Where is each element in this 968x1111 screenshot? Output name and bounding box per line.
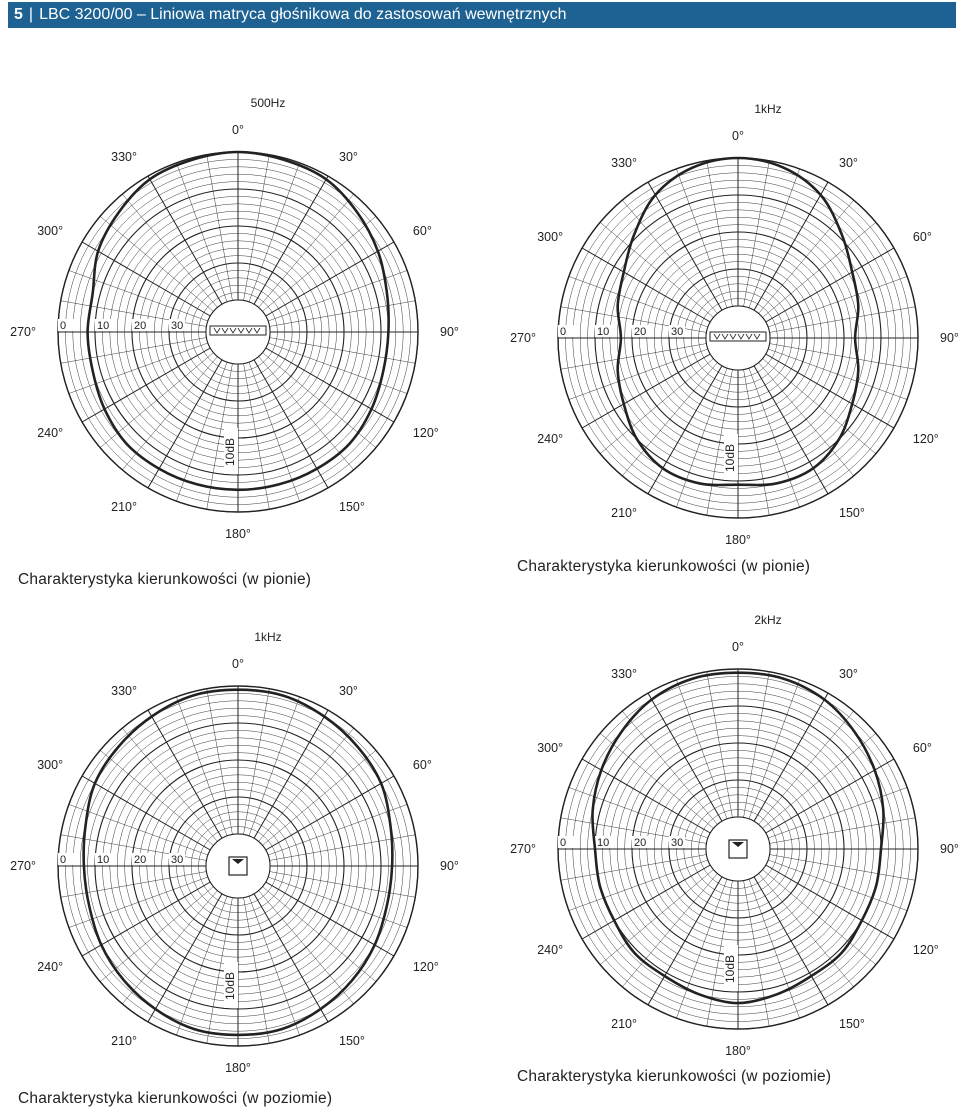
radial-tick-label: 10: [97, 320, 110, 332]
grid-spoke-minor: [263, 750, 376, 845]
scale-label: 10dB: [723, 443, 737, 473]
grid-spoke-major: [582, 248, 710, 322]
grid-spoke-major: [648, 693, 722, 821]
grid-spoke-major: [648, 877, 722, 1005]
angle-label: 180°: [725, 533, 751, 547]
angle-label: 300°: [37, 758, 64, 772]
angle-label: 30°: [339, 684, 358, 699]
angle-label: 150°: [339, 1033, 365, 1048]
grid-spoke-major: [148, 710, 222, 838]
grid-spoke-minor: [100, 750, 213, 845]
angle-label: 90°: [440, 325, 459, 339]
grid-spoke-minor: [122, 891, 217, 1004]
chart-title: 1kHz: [754, 102, 782, 116]
angle-label: 30°: [839, 667, 858, 682]
angle-label: 270°: [510, 331, 536, 345]
grid-spoke-minor: [744, 881, 770, 1027]
grid-spoke-minor: [759, 363, 854, 476]
grid-spoke-minor: [707, 161, 733, 307]
grid-spoke-minor: [270, 338, 416, 364]
angle-label: 240°: [537, 432, 564, 446]
chart-caption: Charakterystyka kierunkowości (w poziomie): [517, 1068, 832, 1085]
angle-label: 330°: [111, 684, 137, 699]
polar-chart-1khz-vertical: [510, 98, 959, 553]
grid-spoke-minor: [600, 733, 713, 828]
radial-tick-label: 30: [671, 326, 684, 338]
grid-spoke-major: [766, 865, 894, 939]
polar-chart-500hz-vertical: [10, 92, 459, 547]
angle-label: 180°: [225, 527, 251, 541]
angle-label: 330°: [611, 156, 637, 171]
grid-spoke-minor: [561, 344, 707, 370]
chart-title: 500Hz: [250, 96, 286, 110]
grid-spoke-minor: [259, 891, 354, 1004]
page-number: 5: [14, 6, 23, 23]
grid-spoke-minor: [622, 363, 717, 476]
radial-tick-label: 20: [634, 837, 647, 849]
angle-label: 180°: [225, 1061, 251, 1075]
grid-spoke-minor: [770, 307, 916, 333]
grid-spoke-major: [254, 894, 328, 1022]
grid-spoke-major: [754, 693, 828, 821]
radial-tick-label: 0: [560, 837, 567, 849]
angle-label: 30°: [339, 150, 358, 165]
grid-spoke-minor: [61, 872, 207, 898]
scale-label: 10dB: [223, 971, 237, 1001]
chart-caption: Charakterystyka kierunkowości (w pionie): [517, 558, 811, 575]
grid-spoke-minor: [770, 855, 916, 881]
angle-label: 0°: [232, 657, 244, 671]
radial-tick-label: 0: [60, 320, 67, 332]
page-title: LBC 3200/00 – Liniowa matryca głośnikowa do zastosowań wewnętrznych: [39, 6, 567, 23]
angle-label: 60°: [412, 758, 432, 772]
chart-caption: Charakterystyka kierunkowości (w pionie): [18, 571, 312, 588]
grid-spoke-minor: [259, 728, 354, 841]
angle-label: 210°: [611, 505, 637, 520]
grid-spoke-minor: [622, 711, 717, 824]
angle-label: 90°: [440, 859, 459, 873]
chart-title: 1kHz: [254, 630, 282, 644]
radial-tick-label: 20: [634, 326, 647, 338]
grid-spoke-major: [82, 776, 210, 850]
angle-label: 330°: [111, 150, 137, 165]
radial-tick-label: 30: [171, 320, 184, 332]
radial-tick-label: 10: [97, 854, 110, 866]
angle-label: 330°: [611, 667, 637, 682]
grid-spoke-minor: [622, 200, 717, 313]
grid-spoke-major: [582, 354, 710, 428]
grid-spoke-major: [648, 182, 722, 310]
grid-spoke-minor: [61, 338, 207, 364]
scale-label: 10dB: [223, 437, 237, 467]
grid-spoke-major: [754, 877, 828, 1005]
chart-title: 2kHz: [754, 613, 782, 627]
polar-chart-1khz-horizontal: [10, 626, 459, 1081]
grid-spoke-minor: [270, 301, 416, 327]
grid-spoke-major: [766, 354, 894, 428]
grid-spoke-minor: [763, 870, 876, 965]
angle-label: 120°: [912, 943, 939, 957]
grid-spoke-minor: [759, 200, 854, 313]
radial-tick-label: 20: [134, 854, 147, 866]
grid-spoke-minor: [207, 155, 233, 301]
angle-label: 0°: [732, 129, 744, 143]
angle-label: 90°: [940, 331, 959, 345]
grid-spoke-minor: [122, 194, 217, 307]
radial-tick-label: 30: [171, 854, 184, 866]
angle-label: 270°: [10, 325, 36, 339]
grid-spoke-minor: [263, 216, 376, 311]
radial-tick-label: 30: [671, 837, 684, 849]
polar-plot-svg: [10, 626, 459, 1075]
angle-label: 0°: [232, 123, 244, 137]
angle-label: 270°: [510, 842, 536, 856]
radial-tick-label: 20: [134, 320, 147, 332]
grid-spoke-major: [148, 176, 222, 304]
angle-label: 150°: [839, 505, 865, 520]
grid-spoke-minor: [759, 874, 854, 987]
grid-spoke-major: [254, 176, 328, 304]
angle-label: 300°: [537, 230, 564, 244]
grid-spoke-major: [266, 776, 394, 850]
grid-spoke-minor: [270, 872, 416, 898]
radial-tick-label: 10: [597, 326, 610, 338]
grid-spoke-major: [266, 348, 394, 422]
grid-spoke-minor: [244, 689, 270, 835]
grid-spoke-major: [754, 366, 828, 494]
angle-label: 60°: [912, 741, 932, 755]
grid-spoke-minor: [259, 194, 354, 307]
angle-label: 300°: [537, 741, 564, 755]
angle-label: 60°: [412, 224, 432, 238]
grid-spoke-minor: [744, 370, 770, 516]
polar-plot-svg: [10, 92, 459, 541]
angle-label: 150°: [339, 499, 365, 514]
angle-label: 90°: [940, 842, 959, 856]
angle-label: 210°: [111, 499, 137, 514]
polar-plot-svg: [510, 609, 959, 1058]
angle-label: 30°: [839, 156, 858, 171]
angle-label: 240°: [37, 426, 64, 440]
grid-spoke-minor: [244, 155, 270, 301]
angle-label: 210°: [611, 1016, 637, 1031]
grid-spoke-minor: [600, 870, 713, 965]
polar-plot-svg: [510, 98, 959, 547]
grid-spoke-minor: [100, 216, 213, 311]
page-header: [8, 2, 956, 28]
angle-label: 60°: [912, 230, 932, 244]
grid-spoke-major: [754, 182, 828, 310]
grid-spoke-minor: [744, 672, 770, 818]
angle-label: 120°: [412, 426, 439, 440]
grid-spoke-major: [82, 348, 210, 422]
grid-spoke-minor: [707, 672, 733, 818]
radial-tick-label: 0: [560, 326, 567, 338]
grid-spoke-major: [582, 865, 710, 939]
grid-spoke-minor: [622, 874, 717, 987]
radial-tick-label: 10: [597, 837, 610, 849]
grid-spoke-minor: [263, 887, 376, 982]
angle-label: 120°: [412, 960, 439, 974]
angle-label: 270°: [10, 859, 36, 873]
grid-spoke-minor: [744, 161, 770, 307]
grid-spoke-minor: [770, 818, 916, 844]
grid-spoke-minor: [763, 733, 876, 828]
header-separator: |: [28, 6, 34, 23]
grid-spoke-major: [766, 248, 894, 322]
scale-label: 10dB: [723, 954, 737, 984]
polar-chart-2khz-horizontal: [510, 609, 959, 1064]
chart-caption: Charakterystyka kierunkowości (w poziomie): [18, 1090, 333, 1107]
grid-spoke-major: [148, 894, 222, 1022]
grid-spoke-major: [648, 366, 722, 494]
grid-spoke-minor: [244, 898, 270, 1044]
grid-spoke-minor: [207, 689, 233, 835]
angle-label: 240°: [537, 943, 564, 957]
grid-spoke-major: [266, 242, 394, 316]
angle-label: 120°: [912, 432, 939, 446]
angle-label: 0°: [732, 640, 744, 654]
grid-spoke-minor: [100, 887, 213, 982]
angle-label: 240°: [37, 960, 64, 974]
angle-label: 300°: [37, 224, 64, 238]
angle-label: 150°: [839, 1016, 865, 1031]
angle-label: 210°: [111, 1033, 137, 1048]
grid-spoke-minor: [122, 728, 217, 841]
grid-spoke-minor: [770, 344, 916, 370]
grid-spoke-major: [82, 242, 210, 316]
angle-label: 180°: [725, 1044, 751, 1058]
grid-spoke-minor: [561, 855, 707, 881]
radial-tick-label: 0: [60, 854, 67, 866]
grid-spoke-major: [254, 710, 328, 838]
grid-spoke-minor: [759, 711, 854, 824]
